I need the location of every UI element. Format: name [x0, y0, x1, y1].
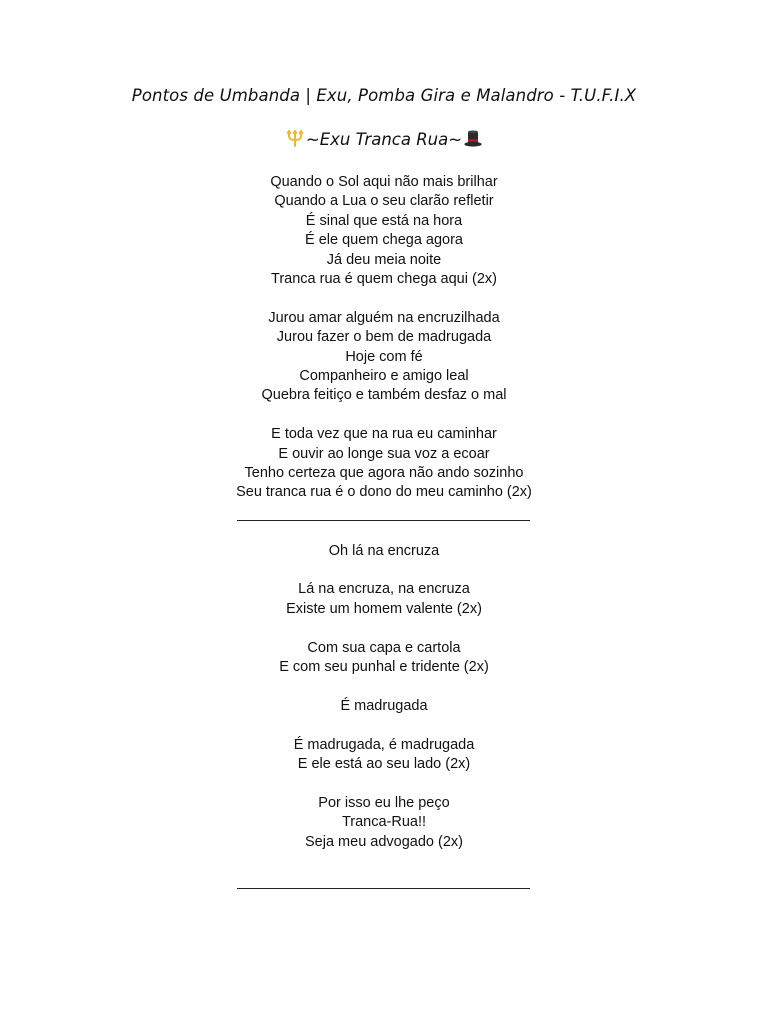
- lyric-line: Jurou fazer o bem de madrugada: [276, 329, 492, 346]
- lyric-line: Por isso eu lhe peço: [318, 794, 450, 811]
- song-title: ~Exu Tranca Rua~: [305, 130, 463, 149]
- lyric-line: Tranca rua é quem chega aqui (2x): [271, 271, 497, 288]
- lyric-line: Seu tranca rua é o dono do meu caminho (2x): [236, 484, 532, 501]
- section-divider: [237, 888, 530, 889]
- top-hat-icon: [463, 128, 483, 148]
- lyric-line: Quando o Sol aqui não mais brilhar: [270, 174, 498, 190]
- stanza-4: [0, 542, 768, 561]
- lyric-line: Já deu meia noite: [326, 251, 442, 268]
- song-title-line: [0, 128, 768, 151]
- stanza-3: [0, 425, 768, 503]
- stanza-6: [0, 639, 768, 678]
- lyric-line: Companheiro e amigo leal: [299, 368, 469, 385]
- stanza-9: [0, 794, 768, 852]
- lyric-line: Tenho certeza que agora não ando sozinho: [244, 465, 524, 482]
- stanza-2: [0, 309, 768, 406]
- lyric-line: É ele quem chega agora: [305, 232, 463, 249]
- lyric-line: Existe um homem valente (2x): [286, 600, 482, 617]
- stanza-8: [0, 736, 768, 775]
- stanza-5: [0, 580, 768, 619]
- lyric-line: Seja meu advogado (2x): [305, 833, 463, 850]
- lyric-line: É sinal que está na hora: [305, 212, 463, 229]
- lyric-line: Quando a Lua o seu clarão refletir: [274, 193, 494, 210]
- lyric-line: Quebra feitiço e também desfaz o mal: [261, 387, 507, 404]
- lyric-line: É madrugada, é madrugada: [293, 736, 475, 753]
- section-divider: [237, 520, 530, 521]
- stanza-1: [0, 173, 768, 289]
- lyric-line: Oh lá na encruza: [328, 542, 440, 559]
- lyric-line: Com sua capa e cartola: [307, 639, 461, 656]
- lyric-line: É madrugada: [340, 697, 428, 714]
- lyric-line: Tranca-Rua!!: [341, 814, 427, 831]
- trident-icon: [285, 128, 305, 148]
- lyric-line: Jurou amar alguém na encruzilhada: [268, 309, 500, 326]
- lyric-line: E com seu punhal e tridente (2x): [279, 659, 489, 676]
- lyric-line: Hoje com fé: [345, 348, 423, 365]
- lyrics: [0, 173, 768, 891]
- document-title: Pontos de Umbanda | Exu, Pomba Gira e Malandro - T.U.F.I.X: [131, 86, 637, 105]
- lyric-line: E ele está ao seu lado (2x): [297, 756, 471, 773]
- lyric-line: Lá na encruza, na encruza: [298, 581, 470, 598]
- lyric-line: E toda vez que na rua eu caminhar: [271, 426, 497, 443]
- stanza-7: [0, 697, 768, 716]
- lyric-line: E ouvir ao longe sua voz a ecoar: [278, 445, 490, 462]
